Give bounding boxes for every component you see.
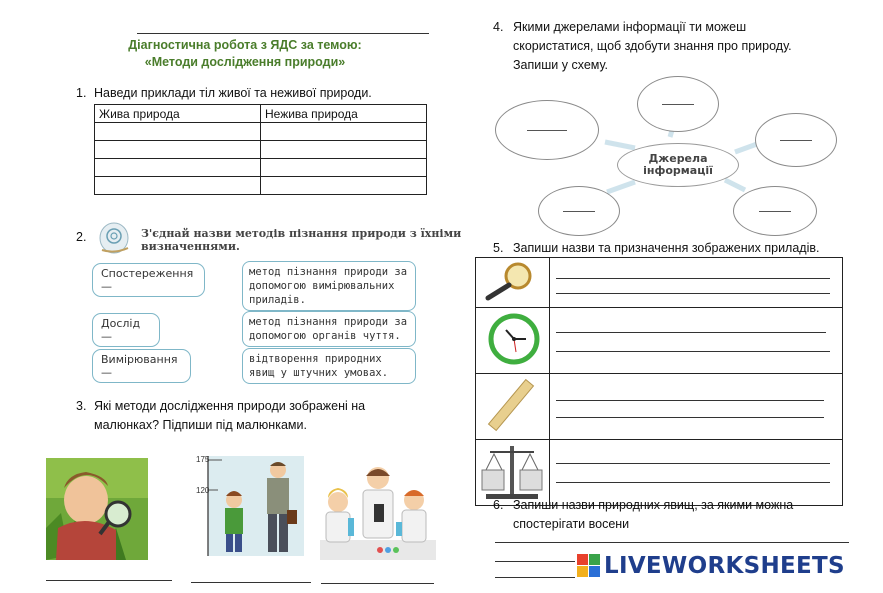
q3-text: Які методи дослідження природи зображені на [94,399,366,413]
answer-cell[interactable] [261,177,427,195]
definition-senses[interactable]: метод пізнання природи за допомогою органів чуття. [242,311,416,347]
magnifier-cell [476,258,550,308]
center-label-line2: інформації [643,164,713,177]
boy-with-magnifier-image [46,458,148,560]
page-title: Діагностична робота з ЯДС за темою: [128,38,362,52]
q6-answer-line[interactable] [495,561,575,562]
q4-text: Якими джерелами інформації ти можеш [513,20,747,34]
q6-number: 6. [493,498,504,512]
answer-cell[interactable] [550,374,843,440]
answer-cell[interactable] [261,123,427,141]
children-experiment-image [320,460,436,560]
ruler-cell [476,374,550,440]
table-header-row [95,105,427,123]
magnifier-icon [476,258,549,304]
clock-cell [476,308,550,374]
picture3-answer-line[interactable] [321,583,434,584]
method-measurement[interactable]: Вимірювання — [92,349,191,383]
q3-text-cont: малюнках? Підпиши під малюнками. [94,418,307,432]
answer-cell[interactable] [550,258,843,308]
balance-scales-icon [476,440,549,502]
table-row [95,159,427,177]
name-line[interactable] [137,33,429,34]
q3-number: 3. [76,399,87,413]
method-observation[interactable]: Спостереження — [92,263,205,297]
q2-instruction: З'єднай назви методів пізнання природи з їхніми [141,227,462,240]
table-row [95,141,427,159]
answer-cell[interactable] [261,141,427,159]
source-bubble-bottom-left[interactable] [538,186,620,236]
table-row [476,258,843,308]
ruler-mark-mid: 120 [196,486,210,495]
q5-text: Запиши назви та призначення зображених приладів. [513,241,820,255]
information-sources-center [617,143,739,187]
q1-table [94,104,427,195]
table-row [95,123,427,141]
answer-cell[interactable] [95,159,261,177]
answer-cell[interactable] [95,177,261,195]
answer-cell[interactable] [95,123,261,141]
table-row [476,308,843,374]
liveworksheets-text: LIVEWORKSHEETS [604,553,845,579]
answer-cell[interactable] [261,159,427,177]
ruler-icon [476,374,549,436]
q6-text-cont: спостерігати восени [513,517,630,531]
method-experiment[interactable]: Дослід — [92,313,160,347]
q4-number: 4. [493,20,504,34]
table-row [476,374,843,440]
q6-text: Запиши назви природних явищ, за якими можна [513,498,794,512]
instruments-table [475,257,843,506]
clock-icon [476,308,549,370]
table-row [95,177,427,195]
q4-text-cont2: Запиши у схему. [513,58,608,72]
answer-cell[interactable] [95,141,261,159]
source-bubble-right[interactable] [755,113,837,167]
column-header-nonliving: Нежива природа [261,105,427,123]
center-label-line1: Джерела [648,152,708,165]
ruler-mark-top: 175 [196,455,210,464]
source-bubble-left[interactable] [495,100,599,160]
definition-artificial-conditions[interactable]: відтворення природних явищ у штучних умовах. [242,348,416,384]
height-measurement-image [192,452,308,560]
q6-answer-line[interactable] [495,577,575,578]
picture1-answer-line[interactable] [46,580,172,581]
column-header-living: Жива природа [95,105,261,123]
q5-number: 5. [493,241,504,255]
q4-text-cont: скористатися, щоб здобути знання про природу. [513,39,792,53]
q6-answer-line[interactable] [495,542,849,543]
source-bubble-top[interactable] [637,76,719,132]
liveworksheets-logo [577,553,845,579]
definition-measuring-instruments[interactable]: метод пізнання природи за допомогою вимірювальних приладів. [242,261,416,311]
source-bubble-bottom-right[interactable] [733,186,817,236]
liveworksheets-icon [577,554,601,578]
snail-icon [92,214,134,256]
q2-number: 2. [76,230,87,244]
q1-text: Наведи приклади тіл живої та неживої природи. [94,86,372,100]
page-subtitle: «Методи дослідження природи» [144,55,346,69]
answer-cell[interactable] [550,308,843,374]
q1-number: 1. [76,86,87,100]
picture2-answer-line[interactable] [191,582,311,583]
q2-instruction-cont: визначеннями. [141,240,240,253]
